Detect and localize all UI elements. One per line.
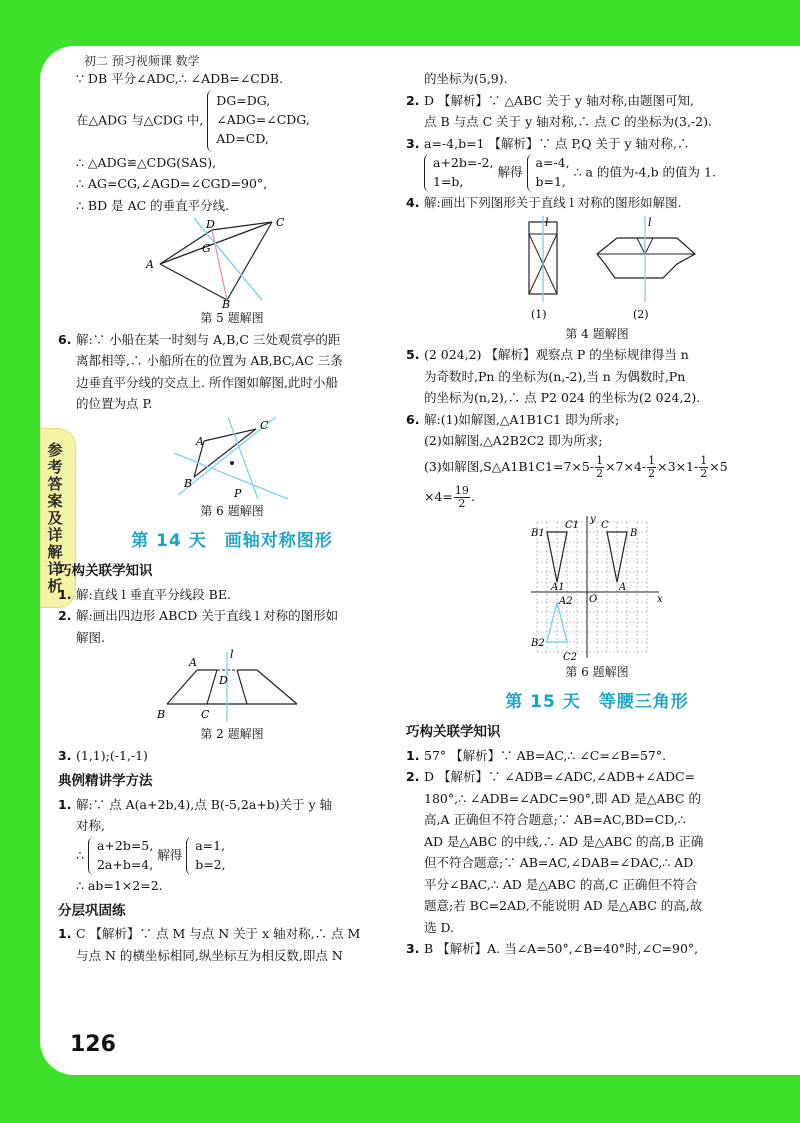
question [406,938,788,960]
numerator: 1 [596,453,604,467]
label-a: A [619,581,627,593]
line: AD 是△ABC 的中线,∴ AD 是△ABC 的高,B 正确 [424,833,704,849]
line: 高,A 正确但不符合题意;∵ AB=AC,BD=CD,∴ [424,812,686,828]
text: B 【解析】A. 当∠A=50°,∠B=40°时,∠C=90°, [424,941,699,957]
text: (1,1);(-1,-1) [76,747,148,763]
text: ×4= [424,488,453,504]
system-item: ∠ADG=∠CDG, [216,112,310,128]
question-number: 2. [58,608,72,624]
system-item: AD=CD, [216,130,269,146]
equation-system [424,154,494,192]
text: C 【解析】∵ 点 M 与点 N 关于 x 轴对称,∴ 点 M [76,926,361,942]
system-item: a+2b=-2, [433,155,494,171]
figure-6-grid [527,512,667,662]
text: ∴ a 的值为-4,b 的值为 1. [573,164,716,180]
numerator: 1 [648,453,656,467]
system-item: DG=DG, [216,93,271,109]
figure-4 [487,214,707,324]
left-column [58,68,406,966]
label-y: y [590,513,596,525]
figure-caption: 第 5 题解图 [200,311,264,325]
figure-caption: 第 6 题解图 [200,503,264,518]
figure-6-left [172,415,292,501]
question-number: 6. [406,411,420,427]
question [406,766,788,788]
day-title: 第 14 天 画轴对称图形 [131,531,333,552]
label-b2: B2 [531,637,545,649]
fraction [595,455,604,480]
line: ∴ AG=CG,∠AGD=∠CGD=90°, [76,176,268,191]
question [58,329,406,351]
line [406,482,788,512]
running-header: 初二 预习视频课 数学 [84,54,200,68]
system-item: b=1, [535,174,566,189]
label-c2: C2 [563,651,578,662]
figure-caption: 第 2 题解图 [200,727,264,742]
text: 解得 [497,164,523,180]
label-sub-2: (2) [633,307,649,321]
text: (2 024,2) 【解析】观察点 P 的坐标规律得当 n [424,347,689,363]
system-item: 2a+b=4, [96,856,154,872]
section-title: 巧构关联学知识 [58,563,153,580]
label-a: A [189,656,197,670]
system-item: a+2b=5, [96,837,154,853]
section-title: 分层巩固练 [58,903,126,920]
section-title: 典例精讲学方法 [58,773,153,790]
text: a=-4,b=1 【解析】∵ 点 P,Q 关于 y 轴对称,∴ [424,135,690,151]
text: (3)如解图,S△A1B1C1=7×5- [424,458,595,474]
denominator: 2 [458,496,466,510]
question-number: 4. [406,195,420,210]
line: 的坐标为(n,2),∴ 点 P2 024 的坐标为(2 024,2). [424,390,701,406]
text: 解:∵ 点 A(a+2b,4),点 B(-5,2a+b)关于 y 轴 [76,796,333,812]
question-number: 6. [58,331,72,347]
text: 解:∵ 小船在某一时刻与 A,B,C 三处观赏亭的距 [76,331,341,347]
question [58,794,406,816]
text: 解得 [157,847,183,863]
line: 与点 N 的横坐标相同,纵坐标互为相反数,即点 N [76,947,343,963]
question [406,344,788,366]
label-a: A [196,434,204,448]
line: 边垂直平分线的交点上. 所作图如解图,此时小船 [76,374,338,390]
label-a1: A1 [551,581,565,593]
line: ∴ ab=1×2=2. [76,877,163,893]
label-l: l [230,648,234,662]
label-l: l [648,215,652,229]
figure-caption: 第 6 题解图 [565,664,629,679]
equation-system [207,90,310,152]
line: 题意;若 BC=2AD,不能说明 AD 是△ABC 的高,故 [424,898,703,914]
question [58,584,406,606]
question [58,923,406,945]
section-title: 巧构关联学知识 [406,724,501,741]
label-l: l [545,215,549,229]
denominator: 2 [596,466,604,480]
text: 在△ADG 与△CDG 中, [76,112,204,127]
question-number: 3. [406,135,420,151]
page-sheet [40,46,800,1075]
label-d: D [206,218,215,231]
figure-2 [157,648,307,724]
label-c: C [201,708,210,722]
question [406,133,788,155]
line [406,154,788,192]
label-c: C [276,216,285,229]
page-number: 126 [70,1032,116,1057]
question-number: 3. [58,747,72,763]
text: 57° 【解析】∵ AB=AC,∴ ∠C=∠B=57°. [424,747,667,763]
label-p: P [234,486,242,500]
side-tab-label: 参考答案及详解详析 [45,441,64,595]
denominator: 2 [648,466,656,480]
line: 对称, [76,818,105,834]
question [58,605,406,627]
text: 解:直线 l 垂直平分线段 BE. [76,586,231,602]
label-c: C [260,418,269,432]
question-number: 2. [406,92,420,108]
question [406,90,788,112]
text: ×7×4- [605,458,647,474]
text: D 【解析】∵ ∠ADB=∠ADC,∠ADB+∠ADC= [424,769,696,785]
question-number: 2. [406,769,420,785]
line: 的坐标为(5,9). [424,71,508,86]
label-g: G [202,242,211,255]
line: (2)如解图,△A2B2C2 即为所求; [424,433,603,449]
denominator: 2 [700,466,708,480]
question-number: 3. [406,941,420,957]
question [406,409,788,431]
question-number: 1. [406,747,420,763]
line [58,837,406,875]
system-item: 1=b, [433,174,464,189]
label-c: C [601,519,609,531]
text: ×3×1- [657,458,699,474]
label-b: B [630,527,638,539]
text: ×5 [709,458,728,474]
question-number: 5. [406,347,420,363]
figure-caption: 第 4 题解图 [565,326,629,341]
line: 选 D. [424,919,455,935]
label-d: D [219,674,228,688]
label-b1: B1 [531,527,545,539]
label-a: A [146,258,154,271]
right-column [406,68,788,960]
label-a2: A2 [559,595,573,607]
line: ∴ BD 是 AC 的垂直平分线. [76,197,230,213]
fraction [647,455,656,480]
line: 为奇数时,Pn 的坐标为(n,-2),当 n 为偶数时,Pn [424,368,686,384]
fraction [454,485,470,510]
equation-system [186,837,225,875]
numerator: 1 [700,453,708,467]
question [406,745,788,767]
line: 但不符合题意;∵ AB=AC,∠DAB=∠DAC,∴ AD [424,855,694,871]
numerator: 19 [454,483,469,497]
line: ∴ △ADG≌△CDG(SAS), [76,154,217,170]
label-o: O [589,593,598,605]
label-b: B [157,708,166,722]
question-number: 1. [58,796,72,812]
text: 解:(1)如解图,△A1B1C1 即为所求; [424,411,620,427]
equation-system [527,154,570,192]
line: 平分∠BAC,∴ AD 是△ABC 的高,C 正确但不符合 [424,876,698,892]
line: 180°,∴ ∠ADB=∠ADC=90°,即 AD 是△ABC 的 [424,790,701,806]
label-x: x [657,593,663,605]
text: D 【解析】∵ △ABC 关于 y 轴对称,由题图可知, [424,92,695,108]
day-title: 第 15 天 等腰三角形 [505,692,689,713]
line: 的位置为点 P. [76,396,153,412]
question [406,192,788,214]
line: 离都相等,∴ 小船所在的位置为 AB,BC,AC 三条 [76,353,343,369]
question-number: 1. [58,586,72,602]
question [58,745,406,767]
line: ∵ DB 平分∠ADC,∴ ∠ADB=∠CDB. [76,71,284,86]
system-item: a=-4, [535,155,570,171]
label-sub-1: (1) [531,307,547,321]
label-b: B [222,298,231,308]
text: 解:画出四边形 ABCD 关于直线 l 对称的图形如 [76,608,339,624]
label-b: B [184,476,193,490]
figure-5 [132,216,332,308]
label-c1: C1 [565,519,580,531]
text: . [470,488,475,504]
line: 解图. [76,629,105,645]
line [58,90,406,152]
text: ∴ [76,847,84,863]
line [406,452,788,482]
system-item: a=1, [195,837,226,853]
line: 点 B 与点 C 关于 y 轴对称,∴ 点 C 的坐标为(3,-2). [424,114,712,129]
system-item: b=2, [195,856,226,872]
question-number: 1. [58,926,72,942]
text: 解:画出下列图形关于直线 l 对称的图形如解图. [424,195,682,210]
fraction [699,455,708,480]
equation-system [88,837,153,875]
